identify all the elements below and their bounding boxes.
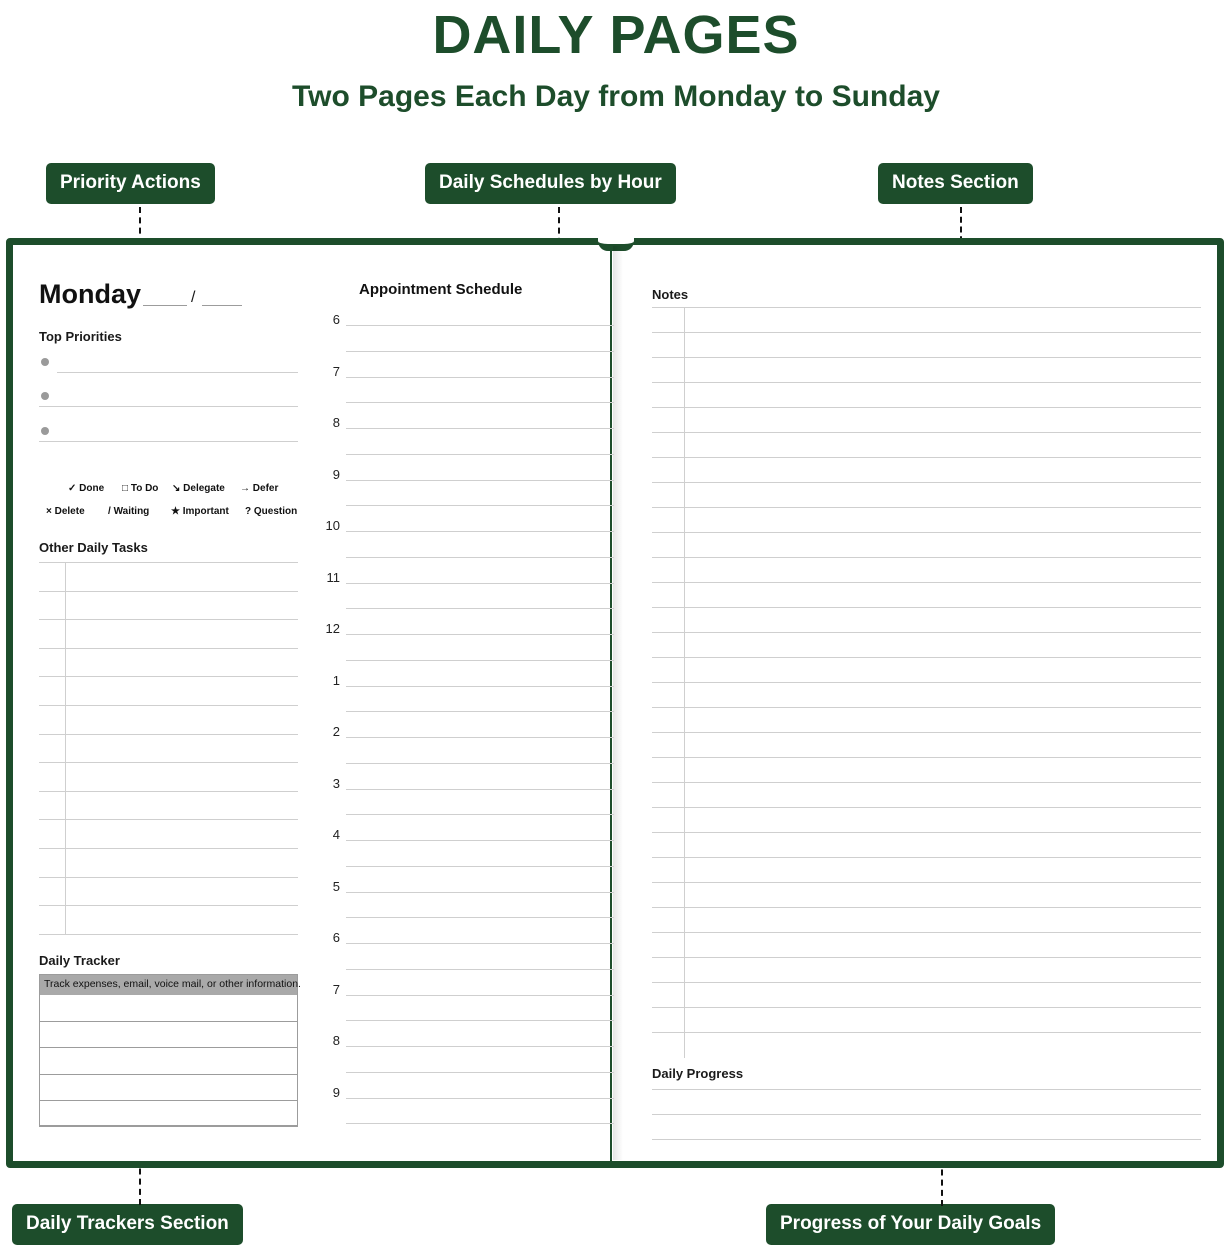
legend-label-defer: Defer	[252, 483, 279, 494]
tracker-row-line[interactable]	[39, 1021, 298, 1022]
notes-line[interactable]	[652, 632, 1201, 633]
schedule-hour-label: 7	[332, 363, 340, 379]
notes-line[interactable]	[652, 382, 1201, 383]
schedule-hour-label: 8	[332, 1033, 340, 1048]
schedule-hour-label: 9	[332, 1084, 340, 1100]
schedule-halfhour-line[interactable]	[346, 454, 614, 455]
legend-label-question: Question	[253, 506, 298, 517]
task-checkbox-column-divider	[65, 562, 66, 934]
daily-tracker-header: Track expenses, email, voice mail, or other information.	[40, 975, 297, 995]
notes-line[interactable]	[652, 332, 1201, 333]
schedule-hour-line[interactable]	[346, 377, 614, 378]
notes-line[interactable]	[652, 832, 1201, 833]
priority-line	[39, 406, 298, 407]
book-spine	[610, 245, 612, 1161]
notes-line[interactable]	[652, 907, 1201, 908]
notes-line[interactable]	[652, 657, 1201, 658]
notes-label: Notes	[652, 287, 689, 302]
legend-symbol-delete: ×	[46, 506, 52, 517]
callout-notes-section: Notes Section	[878, 163, 1033, 204]
priority-line	[57, 372, 298, 373]
date-line-day	[202, 305, 242, 306]
task-row-line[interactable]	[39, 819, 298, 820]
daily-progress-label: Daily Progress	[652, 1066, 744, 1081]
notes-line[interactable]	[652, 682, 1201, 683]
legend-label-delegate: Delegate	[183, 483, 225, 494]
legend-symbol-todo: □	[122, 483, 129, 494]
callout-daily-schedules: Daily Schedules by Hour	[425, 163, 676, 204]
tracker-row-line[interactable]	[39, 1126, 298, 1127]
notes-line[interactable]	[652, 982, 1201, 983]
schedule-hour-line[interactable]	[346, 325, 614, 326]
task-row-line[interactable]	[39, 562, 298, 563]
legend-symbol-delegate: ↘	[172, 483, 181, 494]
schedule-hour-label: 7	[332, 981, 340, 997]
notes-line[interactable]	[652, 707, 1201, 708]
schedule-hour-label: 5	[332, 878, 340, 894]
schedule-halfhour-line[interactable]	[346, 351, 614, 352]
notes-line[interactable]	[652, 782, 1201, 783]
schedule-hour-label: 11	[326, 569, 340, 585]
schedule-hour-label: 6	[332, 930, 340, 945]
priority-bullet	[41, 427, 49, 435]
schedule-halfhour-line[interactable]	[346, 660, 614, 661]
schedule-halfhour-line[interactable]	[346, 402, 614, 403]
legend-label-important: Important	[182, 506, 229, 517]
tracker-row-line[interactable]	[39, 1047, 298, 1048]
priority-bullet	[41, 358, 49, 366]
notes-line[interactable]	[652, 432, 1201, 433]
legend-label-done: Done	[79, 483, 105, 494]
schedule-hour-line[interactable]	[346, 1098, 614, 1099]
tracker-row-line[interactable]	[39, 1074, 298, 1075]
schedule-halfhour-line[interactable]	[346, 1072, 614, 1073]
notes-line[interactable]	[652, 857, 1201, 858]
task-row-line[interactable]	[39, 619, 298, 620]
schedule-hour-label: 4	[332, 827, 340, 842]
notes-line[interactable]	[652, 882, 1201, 883]
date-separator: /	[191, 289, 196, 306]
appointment-schedule-title: Appointment Schedule	[359, 281, 523, 298]
notes-line[interactable]	[652, 607, 1201, 608]
legend-label-delete: Delete	[54, 506, 85, 517]
schedule-hour-line[interactable]	[346, 943, 614, 944]
notes-line[interactable]	[652, 1032, 1201, 1033]
notes-line[interactable]	[652, 582, 1201, 583]
schedule-hour-line[interactable]	[346, 892, 614, 893]
legend-done	[68, 483, 104, 494]
legend-label-todo: To Do	[130, 483, 159, 494]
callout-progress-goals: Progress of Your Daily Goals	[766, 1204, 1055, 1245]
task-row-line[interactable]	[39, 934, 298, 935]
schedule-hour-line[interactable]	[346, 531, 614, 532]
page-title: DAILY PAGES	[432, 5, 800, 65]
task-row-line[interactable]	[39, 791, 298, 792]
schedule-hour-label: 9	[332, 466, 340, 482]
task-row-line[interactable]	[39, 905, 298, 906]
page-fold-shadow	[613, 246, 623, 1160]
task-row-line[interactable]	[39, 877, 298, 878]
day-label: Monday	[39, 279, 142, 309]
top-priorities-label: Top Priorities	[39, 329, 122, 344]
schedule-hour-line[interactable]	[346, 686, 614, 687]
legend-question	[245, 506, 297, 517]
schedule-hour-label: 2	[332, 724, 340, 739]
schedule-hour-line[interactable]	[346, 840, 614, 841]
schedule-hour-line[interactable]	[346, 1046, 614, 1047]
legend-defer	[240, 483, 278, 494]
schedule-hour-line[interactable]	[346, 480, 614, 481]
progress-line[interactable]	[652, 1139, 1201, 1140]
legend-delete	[46, 506, 85, 517]
tracker-row-line[interactable]	[39, 1100, 298, 1101]
daily-tracker-label: Daily Tracker	[39, 953, 120, 968]
legend-todo	[122, 483, 158, 494]
task-row-line[interactable]	[39, 705, 298, 706]
notes-line[interactable]	[652, 557, 1201, 558]
notes-line[interactable]	[652, 482, 1201, 483]
legend-label-waiting: Waiting	[113, 506, 150, 517]
schedule-halfhour-line[interactable]	[346, 866, 614, 867]
schedule-halfhour-line[interactable]	[346, 1123, 614, 1124]
other-daily-tasks-label: Other Daily Tasks	[39, 540, 148, 555]
schedule-hour-line[interactable]	[346, 634, 614, 635]
task-row-line[interactable]	[39, 591, 298, 592]
callout-priority-actions: Priority Actions	[46, 163, 215, 204]
schedule-hour-line[interactable]	[346, 789, 614, 790]
schedule-halfhour-line[interactable]	[346, 969, 614, 970]
schedule-hour-line[interactable]	[346, 428, 614, 429]
task-row-line[interactable]	[39, 734, 298, 735]
notes-line[interactable]	[652, 357, 1201, 358]
task-row-line[interactable]	[39, 848, 298, 849]
notes-line[interactable]	[652, 1007, 1201, 1008]
task-row-line[interactable]	[39, 676, 298, 677]
schedule-hour-label: 6	[332, 312, 340, 327]
schedule-hour-line[interactable]	[346, 737, 614, 738]
legend-symbol-done: ✓	[68, 483, 77, 494]
task-row-line[interactable]	[39, 762, 298, 763]
progress-line[interactable]	[652, 1089, 1201, 1090]
task-row-line[interactable]	[39, 648, 298, 649]
schedule-hour-label: 3	[332, 775, 340, 791]
legend-waiting	[108, 506, 149, 517]
page-subtitle: Two Pages Each Day from Monday to Sunday	[292, 80, 940, 113]
notes-margin-line	[684, 307, 685, 1058]
daily-tracker-table[interactable]	[39, 974, 298, 1126]
notes-line[interactable]	[652, 807, 1201, 808]
schedule-hour-label: 12	[325, 621, 340, 636]
priority-line	[39, 441, 298, 442]
priority-bullet	[41, 392, 49, 400]
schedule-hour-label: 10	[325, 518, 340, 533]
schedule-hour-label: 8	[332, 415, 340, 430]
progress-line[interactable]	[652, 1114, 1201, 1115]
notes-line[interactable]	[652, 457, 1201, 458]
notes-line[interactable]	[652, 957, 1201, 958]
legend-symbol-question: ?	[245, 506, 252, 517]
schedule-halfhour-line[interactable]	[346, 917, 614, 918]
legend-symbol-important: ★	[171, 506, 180, 517]
schedule-hour-line[interactable]	[346, 583, 614, 584]
legend-important	[171, 506, 229, 517]
schedule-halfhour-line[interactable]	[346, 557, 614, 558]
notes-line[interactable]	[652, 932, 1201, 933]
notes-line[interactable]	[652, 532, 1201, 533]
date-line-month	[143, 305, 187, 306]
schedule-halfhour-line[interactable]	[346, 763, 614, 764]
schedule-halfhour-line[interactable]	[346, 1020, 614, 1021]
notes-line[interactable]	[652, 307, 1201, 308]
legend-symbol-defer: →	[240, 483, 250, 494]
notes-line[interactable]	[652, 732, 1201, 733]
schedule-halfhour-line[interactable]	[346, 711, 614, 712]
schedule-halfhour-line[interactable]	[346, 505, 614, 506]
schedule-hour-label: 1	[332, 672, 340, 688]
callout-daily-trackers: Daily Trackers Section	[12, 1204, 243, 1245]
legend-symbol-waiting: /	[108, 506, 111, 517]
legend-delegate	[172, 483, 225, 494]
schedule-halfhour-line[interactable]	[346, 608, 614, 609]
schedule-halfhour-line[interactable]	[346, 814, 614, 815]
notes-line[interactable]	[652, 757, 1201, 758]
notes-line[interactable]	[652, 407, 1201, 408]
schedule-hour-line[interactable]	[346, 995, 614, 996]
notes-line[interactable]	[652, 507, 1201, 508]
